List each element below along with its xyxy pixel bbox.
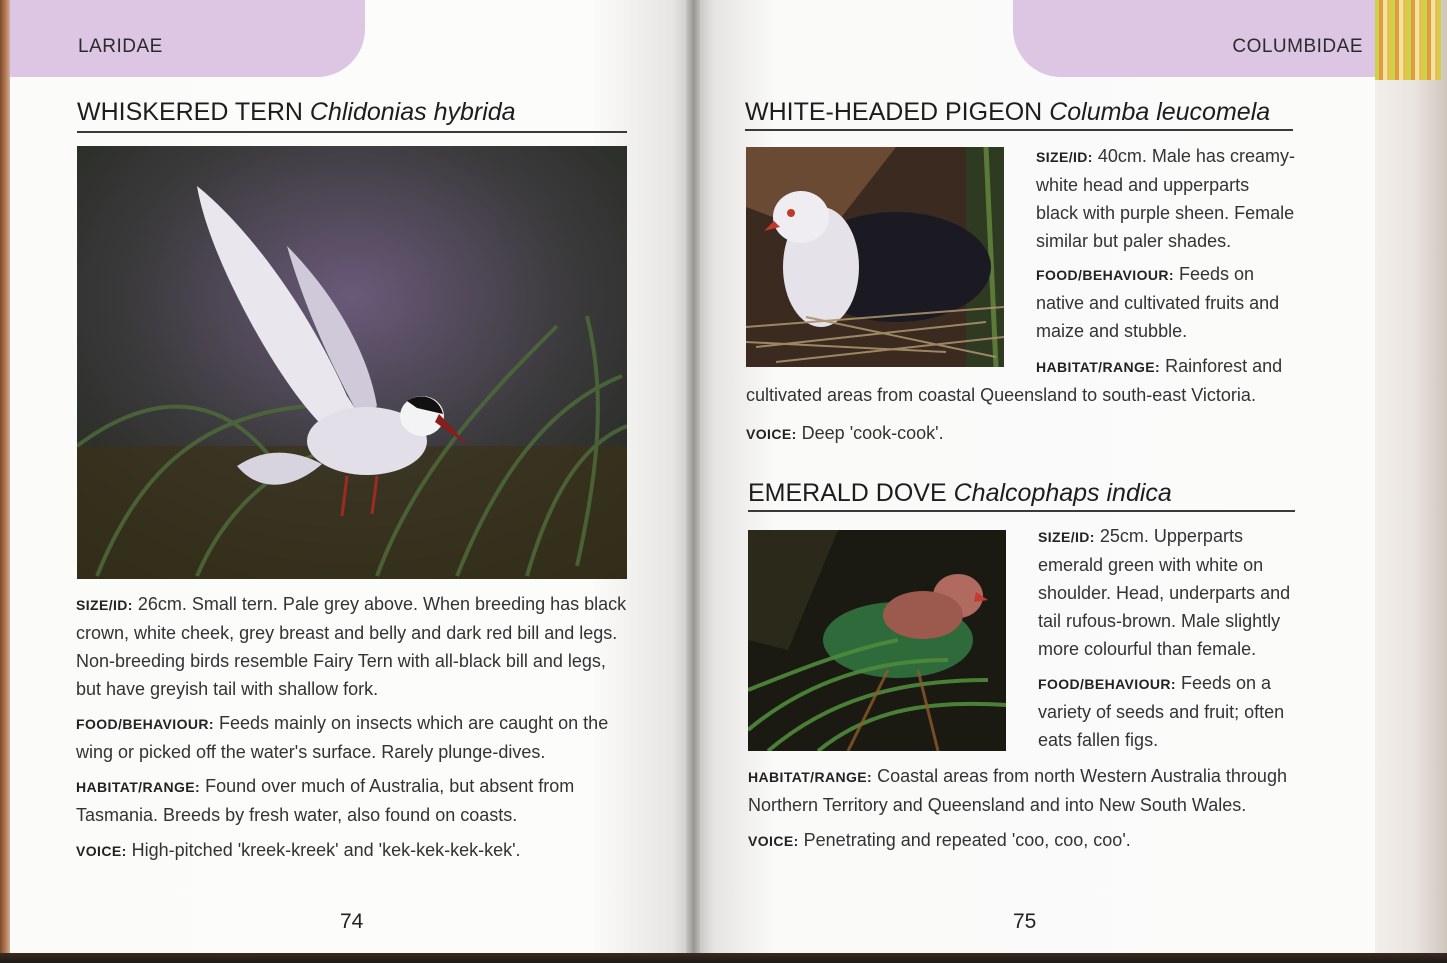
scientific-name: Chlidonias hybrida <box>309 98 516 126</box>
habitat-range-continued <box>746 381 1306 409</box>
scientific-name: Chalcophaps indica <box>953 479 1172 507</box>
family-label: COLUMBIDAE <box>1232 36 1363 57</box>
habitat-range-label: HABITAT/RANGE: <box>76 779 201 795</box>
voice-label: VOICE: <box>748 833 799 849</box>
page-tabs <box>1371 0 1441 80</box>
species-title <box>77 98 516 127</box>
habitat-range-text: Found over much of Australia, but absent from Tasmania. Breeds by fresh water, also found on coasts. <box>76 776 575 825</box>
food-behaviour-label: FOOD/BEHAVIOUR: <box>76 716 214 732</box>
common-name: WHISKERED TERN <box>77 98 303 126</box>
emerald-dove-photo <box>748 530 1006 751</box>
title-rule <box>748 510 1295 512</box>
food-behaviour-text: Feeds on a variety of seeds and fruit; often eats fallen figs. <box>1038 673 1285 750</box>
habitat-range-paragraph <box>76 772 596 829</box>
food-behaviour-paragraph <box>1036 260 1296 345</box>
page-number: 75 <box>1013 910 1037 933</box>
voice-paragraph <box>76 836 631 865</box>
family-label: LARIDAE <box>78 36 163 57</box>
book-edge-right <box>1365 0 1447 963</box>
species-title <box>748 479 1172 508</box>
title-rule <box>745 129 1293 131</box>
common-name: EMERALD DOVE <box>748 479 947 507</box>
right-page <box>693 0 1375 955</box>
size-id-label: SIZE/ID: <box>1036 149 1093 165</box>
voice-paragraph <box>746 419 1306 448</box>
habitat-range-label: HABITAT/RANGE: <box>1036 359 1161 375</box>
size-id-paragraph <box>1038 522 1300 663</box>
food-behaviour-label: FOOD/BEHAVIOUR: <box>1036 267 1174 283</box>
size-id-text: 25cm. Upperparts emerald green with white on shoulder. Head, underparts and tail rufous-brown. Male slightly more colourful than female. <box>1038 526 1291 659</box>
voice-label: VOICE: <box>746 426 797 442</box>
title-rule <box>77 131 627 133</box>
food-behaviour-paragraph <box>76 709 631 766</box>
size-id-label: SIZE/ID: <box>76 597 133 613</box>
left-page <box>10 0 693 955</box>
book-gutter <box>686 0 700 955</box>
habitat-range-paragraph <box>748 762 1308 819</box>
food-behaviour-text: Feeds on native and cultivated fruits and maize and stubble. <box>1036 264 1280 341</box>
voice-paragraph <box>748 826 1308 855</box>
size-id-paragraph <box>76 590 631 703</box>
voice-text: Deep 'cook-cook'. <box>801 423 944 443</box>
size-id-text: 26cm. Small tern. Pale grey above. When breeding has black crown, white cheek, grey breast and belly and dark red bill and legs. Non-breeding birds resemble Fairy Tern with all-black bill and legs, but have greyish tail with shallow fork. <box>76 594 627 699</box>
food-behaviour-label: FOOD/BEHAVIOUR: <box>1038 676 1176 692</box>
habitat-range-text: Rainforest and <box>1165 356 1283 376</box>
habitat-range-text: Coastal areas from north Western Australia through Northern Territory and Queensland and into New South Wales. <box>748 766 1287 815</box>
food-behaviour-text: Feeds mainly on insects which are caught on the wing or picked off the water's surface. Rarely plunge-dives. <box>76 713 609 762</box>
food-behaviour-paragraph <box>1038 669 1300 754</box>
whiskered-tern-photo <box>77 146 627 579</box>
voice-label: VOICE: <box>76 843 127 859</box>
voice-text: High-pitched 'kreek-kreek' and 'kek-kek-kek-kek'. <box>131 840 521 860</box>
book-bottom-edge <box>0 953 1447 963</box>
size-id-text: 40cm. Male has creamy-white head and upperparts black with purple sheen. Female similar but paler shades. <box>1036 146 1295 251</box>
habitat-range-label: HABITAT/RANGE: <box>748 769 873 785</box>
habitat-range-paragraph <box>1036 352 1296 381</box>
scientific-name: Columba leucomela <box>1049 98 1271 126</box>
family-tab <box>10 0 365 77</box>
voice-text: Penetrating and repeated 'coo, coo, coo'. <box>803 830 1131 850</box>
size-id-paragraph <box>1036 142 1296 255</box>
species-title <box>745 98 1270 127</box>
size-id-label: SIZE/ID: <box>1038 529 1095 545</box>
habitat-range-text: cultivated areas from coastal Queensland to south-east Victoria. <box>746 385 1256 405</box>
page-number: 74 <box>340 910 364 933</box>
common-name: WHITE-HEADED PIGEON <box>745 98 1043 126</box>
white-headed-pigeon-photo <box>746 147 1004 367</box>
